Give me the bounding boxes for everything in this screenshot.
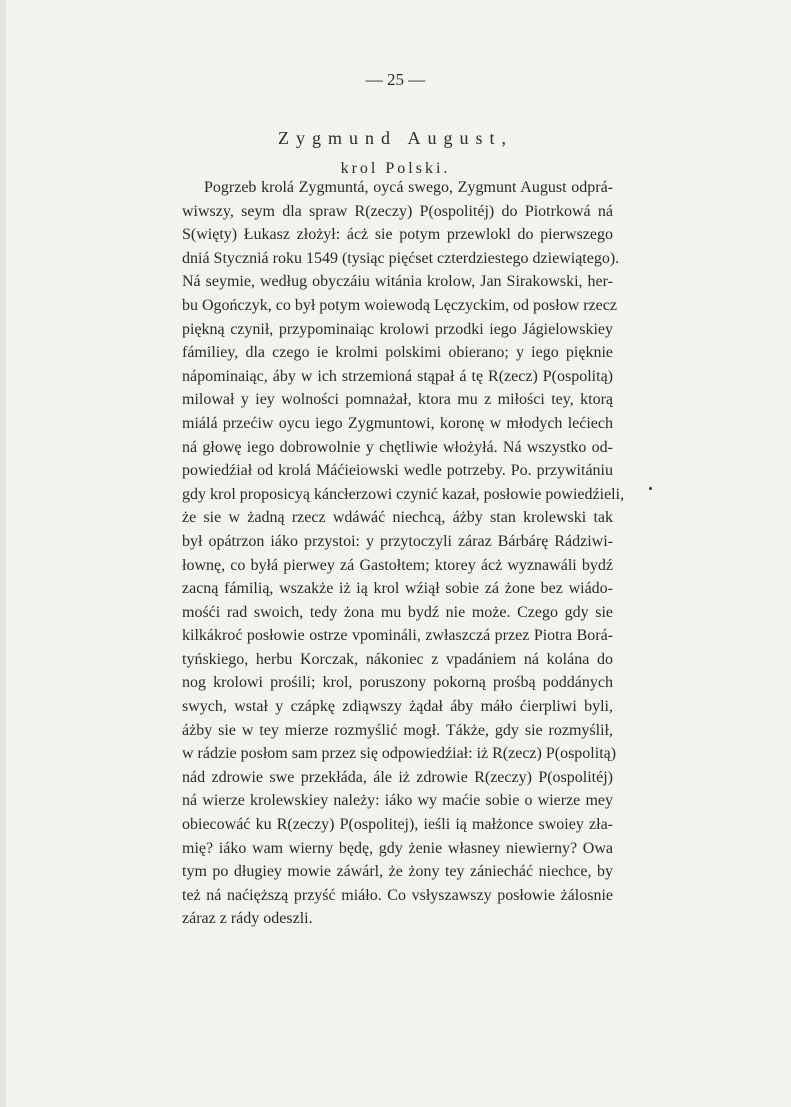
text-line: obiecowáć ku R(zeczy) P(ospolitej), ieśli ią małżonce swoiey zła- bbox=[182, 816, 613, 834]
text-line: powiedźiał od krolá Máćieiowski wedle potrzeby. Po. przywitániu bbox=[182, 462, 613, 480]
text-line: dniá Styczniá roku 1549 (tysiąc pięćset czterdziestego dziewiątego). bbox=[182, 249, 620, 267]
text-line: nog krolowi prośili; krol, poruszony pokorną prośbą poddánych bbox=[182, 674, 613, 692]
text-line: zacną fámilią, wszakże iż ią krol wźiął sobie zá żone bez wiádo- bbox=[182, 580, 613, 598]
text-line: swych, wstał y czápkę zdiąwszy żądał áby máło ćierpliwi byli, bbox=[182, 698, 613, 716]
text-line: łownę, co byłá pierwey zá Gastołtem; ktorey ácż wyznawáli bydź bbox=[182, 556, 613, 574]
text-line: w rádzie posłom sam przez się odpowiedźiał: iż R(zecz) P(ospolitą) bbox=[182, 745, 617, 763]
chapter-title: Zygmund August, bbox=[277, 128, 513, 148]
text-line: milował y iey wolności pomnażał, ktora mu z miłości tey, ktorą bbox=[182, 391, 613, 409]
text-line: nád zdrowie swe przekłáda, ále iż zdrowie R(zeczy) P(ospolitéj) bbox=[182, 768, 613, 786]
text-line: záraz z rády odeszli. bbox=[182, 910, 313, 928]
text-line: tyńskiego, herbu Korczak, nákoniec z vpadániem ná kolána do bbox=[182, 650, 613, 668]
body-text bbox=[182, 176, 625, 931]
text-line: S(więty) Łukasz złożył: ácż sie potym przewlokl do pierwszego bbox=[182, 226, 613, 244]
page-number: — 25 — bbox=[365, 70, 426, 89]
text-line: tym po długiey mowie záwárl, że żony tey zániecháć niechce, by bbox=[182, 863, 613, 881]
text-line: áżby sie w tey mierze rozmyślić mogł. Tákże, gdy sie rozmyślił, bbox=[182, 721, 613, 739]
text-line: też ná naćięższą przyść miáło. Co vsłyszawszy posłowie żálosnie bbox=[182, 886, 613, 904]
text-line: Pogrzeb krolá Zygmuntá, oycá swego, Zygmunt August odprá- bbox=[204, 179, 613, 196]
text-line: że sie w żadną rzecz wdáwáć niechcą, áżby stan krolewski tak bbox=[182, 509, 613, 527]
text-line: mię? iáko wam wierny będę, gdy żenie własney niewierny? Owa bbox=[182, 839, 613, 857]
text-line: bu Ogończyk, co był potym woiewodą Lęczyckim, od posłow rzecz bbox=[182, 296, 617, 314]
text-line: ná wierze krolewskiey należy: iáko wy maćie sobie o wierze mey bbox=[182, 792, 613, 810]
text-line: kilkákroć posłowie ostrze vpomináli, zwłaszczá przez Piotra Borá- bbox=[182, 627, 613, 645]
text-line: piękną czynił, przypominaiąc krolowi przodki iego Jágielowskiey bbox=[182, 320, 613, 338]
margin-mark bbox=[649, 487, 652, 490]
text-line: Ná seymie, według obyczáiu witánia krolow, Jan Sirakowski, her- bbox=[182, 273, 613, 291]
text-line: ná głowę iego dobrowolnie y chętliwie włożyłá. Ná wszystko od- bbox=[182, 438, 613, 456]
text-line: był opátrzon iáko przystoi: y przytoczyli záraz Bárbárę Rádziwi- bbox=[182, 532, 613, 550]
chapter-subtitle: krol Polski. bbox=[340, 160, 451, 177]
text-line: fámiliey, dla czego ie krolmi polskimi obierano; y iego pięknie bbox=[182, 344, 613, 362]
text-line: wiwszy, seym dla spraw R(zeczy) P(ospolitéj) do Piotrkowá ná bbox=[182, 202, 613, 220]
text-line: gdy krol proposicyą káncłerzowi czynić kazał, posłowie powiedźieli, bbox=[182, 485, 625, 503]
text-line: mośći rad swoich, tedy żona mu bydź nie może. Czego gdy sie bbox=[182, 603, 613, 621]
text-line: miálá przećiw oycu iego Zygmuntowi, koronę w młodych lećiech bbox=[182, 414, 613, 432]
text-line: nápominaiąc, áby w ich strzemioná stąpał á tę R(zecz) P(ospolitą) bbox=[182, 367, 613, 385]
